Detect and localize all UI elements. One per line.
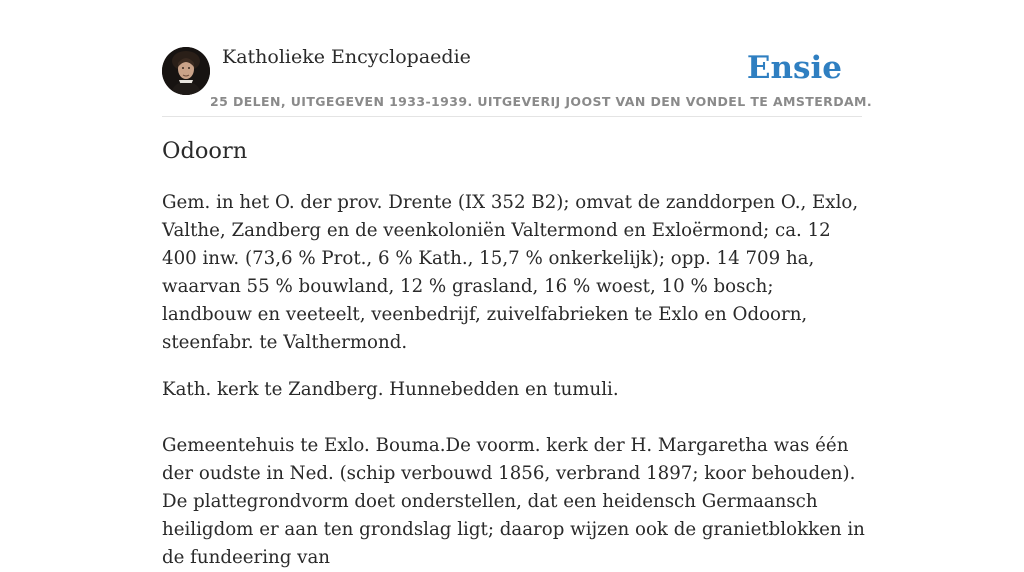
portrait-avatar-icon[interactable] [162, 47, 210, 95]
site-title[interactable]: Katholieke Encyclopaedie [222, 46, 471, 68]
article-title: Odoorn [162, 138, 248, 164]
article-paragraph: Gem. in het O. der prov. Drente (IX 352 B2); omvat de zanddorpen O., Exlo, Valthe, Zandberg en de veenkoloniën Valtermond en Exloërmond; ca. 12 400 inw. (73,6 % Prot., 6 % Kath., 15,7 % onkerkelijk); opp. 14 709 ha, waarvan 55 % bouwland, 12 % grasland, 16 % woest, 10 % bosch; landbouw en veeteelt, veenbedrijf, zuivelfabrieken te Exlo en Odoorn, steenfabr. te Valthermond. [162, 192, 859, 353]
article [162, 138, 867, 572]
site-header [162, 40, 873, 117]
ensie-logo-link[interactable]: Ensie [746, 50, 842, 86]
site-subtitle: 25 DELEN, UITGEGEVEN 1933-1939. UITGEVERIJ JOOST VAN DEN VONDEL TE AMSTERDAM. [210, 94, 873, 109]
article-paragraph: Gemeentehuis te Exlo. Bouma.De voorm. kerk der H. Margaretha was één der oudste in Ned. (schip verbouwd 1856, verbrand 1897; koor behouden). De plattegrondvorm doet onderstellen, dat een heidensch Germaansch heiligdom er aan ten grondslag ligt; daarop wijzen ook de granietblokken in de fundeering van [162, 435, 865, 568]
article-paragraph: Kath. kerk te Zandberg. Hunnebedden en tumuli. [162, 379, 619, 400]
